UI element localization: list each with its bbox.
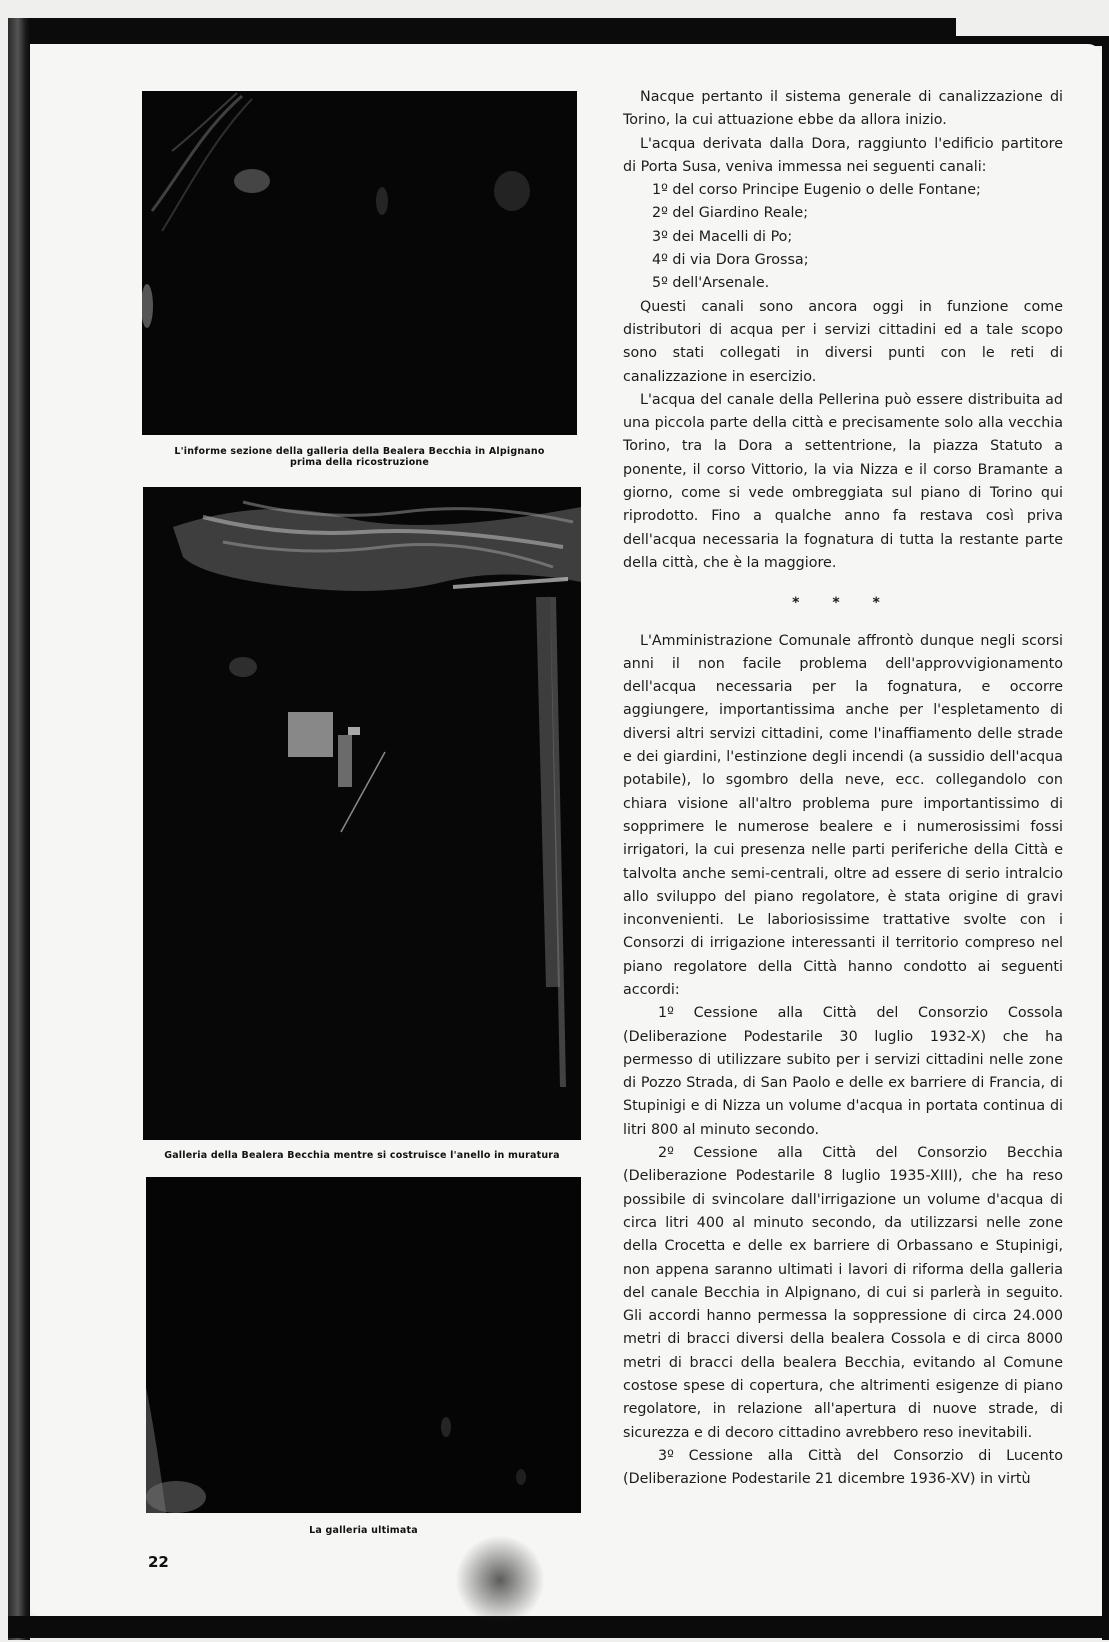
photo-2-caption	[143, 1150, 581, 1161]
paragraph: L'acqua del canale della Pellerina può essere distribuita ad una piccola parte della città e precisamente solo alla vecchia Torino, tra la Dora a settentrione, la piazza Statuto a ponente, il corso Vittorio, la via Nizza e il corso Bramante a giorno, come si vede ombreggiata sul piano di Torino qui riprodotto. Fino a qualche anno fa restava così priva dell'acqua necessaria la fognatura di tutta la restante parte della città, che è la maggiore.	[623, 391, 1063, 571]
scan-frame-bottom	[8, 1616, 1109, 1638]
agreement-paragraph: 3º Cessione alla Città del Consorzio di Lucento (Deliberazione Podestarile 21 dicembre 1936-XV) in virtù	[623, 1447, 1063, 1488]
paragraph: Questi canali sono ancora oggi in funzione come distributori di acqua per i servizi cittadini ed a tale scopo sono stati collegati in diversi punti con le reti di canalizzazione in esercizio.	[623, 298, 1063, 385]
canal-list-item: 2º del Giardino Reale;	[652, 205, 809, 222]
canal-list-item: 1º del corso Principe Eugenio o delle Fontane;	[652, 182, 981, 199]
photo-gallery-masonry-ring	[143, 487, 581, 1140]
canal-list-item: 3º dei Macelli di Po;	[652, 228, 793, 245]
agreement-paragraph: 2º Cessione alla Città del Consorzio Becchia (Deliberazione Podestarile 8 luglio 1935-XIII), che ha reso possibile di svincolare dall'irrigazione un volume d'acqua di circa litri 400 al minuto secondo, da utilizzarsi nelle zone della Crocetta e delle ex barriere di Orbassano e Stupinigi, non appena saranno ultimati i lavori di riforma della galleria del canale Becchia in Alpignano, di cui si parlerà in seguito. Gli accordi hanno permessa la soppressione di circa 24.000 metri di bracci diversi della bealera Cossola e di circa 8000 metri di bracci della bealera Becchia, evitando al Comune costose spese di copertura, che altrimenti esigenze di piano regolatore, in relazione all'apertura di nuove strade, di sicurezza e di decoro cittadino avrebbero reso inevitabili.	[623, 1145, 1063, 1441]
photo-texture	[146, 1177, 581, 1513]
scan-frame-top	[8, 18, 956, 44]
canal-list-item: 4º di via Dora Grossa;	[652, 252, 809, 269]
caption-line: L'informe sezione della galleria della Bealera Becchia in Alpignano	[174, 446, 545, 457]
paragraph: L'acqua derivata dalla Dora, raggiunto l'edificio partitore di Porta Susa, veniva immessa nei seguenti canali:	[623, 135, 1063, 175]
paragraph: L'Amministrazione Comunale affrontò dunque negli scorsi anni il non facile problema dell'approvvigionamento dell'acqua necessaria per la fognatura, e occorre aggiungere, importantissima anche per l'espletamento di diversi altri servizi cittadini, come l'inaffiamento delle strade e dei giardini, l'estinzione degli incendi (a sussidio dell'acqua potabile), lo sgombro della neve, ecc. collegandolo con chiara visione all'altro problema pure importantissimo di sopprimere le numerose bealere e i numerosissimi fossi irrigatori, la cui presenza nelle parti periferiche della Città e talvolta anche semi-centrali, oltre ad essere di serio intralcio allo sviluppo del piano regolatore, è stata origine di gravi inconvenienti. Le laboriosissime trattative svolte con i Consorzi di irrigazione interessanti il territorio compreso nel piano regolatore della Città hanno condotto ai seguenti accordi:	[623, 632, 1063, 998]
caption-line: Galleria della Bealera Becchia mentre si costruisce l'anello in muratura	[164, 1150, 560, 1161]
photo-1-caption	[142, 446, 577, 468]
scan-frame-left	[8, 18, 30, 1640]
section-separator: * * *	[792, 595, 894, 612]
caption-line: La galleria ultimata	[309, 1525, 418, 1536]
page-number: 22	[148, 1553, 169, 1571]
canal-list-item: 5º dell'Arsenale.	[652, 275, 770, 292]
photo-texture	[142, 91, 577, 435]
photo-texture	[143, 487, 581, 1140]
agreement-paragraph: 1º Cessione alla Città del Consorzio Cossola (Deliberazione Podestarile 30 luglio 1932-X) che ha permesso di utilizzare subito per i servizi cittadini nelle zone di Pozzo Strada, di San Paolo e delle ex barriere di Francia, di Stupinigi e di Nizza un volume d'acqua in portata continua di litri 800 al minuto secondo.	[623, 1005, 1063, 1138]
caption-line: prima della ricostruzione	[289, 457, 430, 468]
scan-frame-right	[1102, 36, 1109, 1640]
photo-gallery-before-reconstruction	[142, 91, 577, 435]
paragraph: Nacque pertanto il sistema generale di canalizzazione di Torino, la cui attuazione ebbe da allora inizio.	[623, 89, 1063, 129]
article-column	[623, 86, 1063, 1492]
photo-gallery-completed	[146, 1177, 581, 1513]
